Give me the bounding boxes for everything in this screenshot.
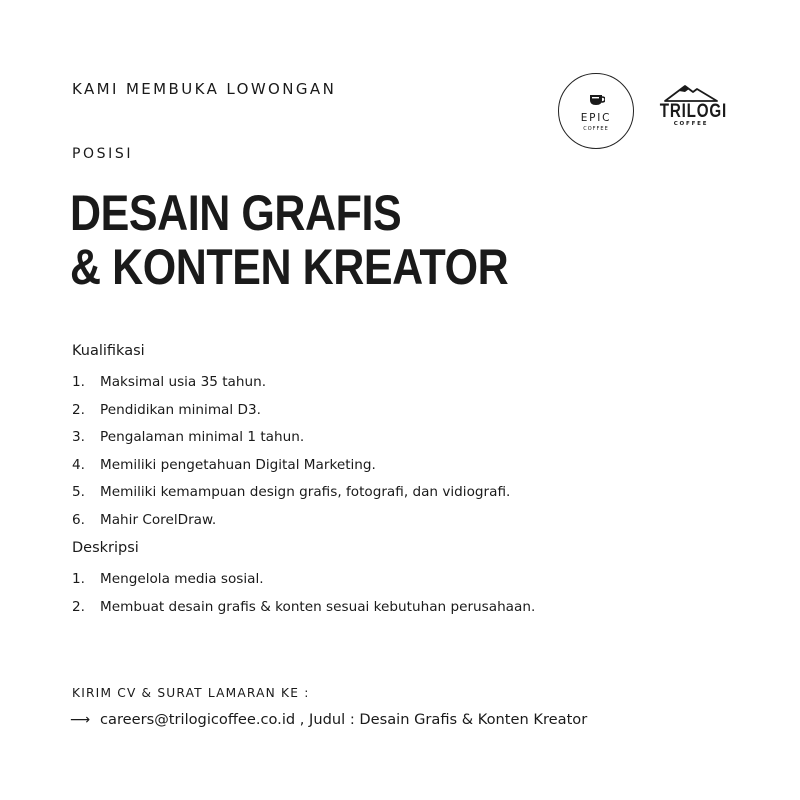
- kicker-text: KAMI MEMBUKA LOWONGAN: [72, 80, 337, 98]
- epic-coffee-logo: [558, 73, 634, 149]
- list-item-number: 3.: [72, 429, 85, 445]
- list-item: [72, 482, 510, 510]
- list-item-number: 1.: [72, 374, 85, 390]
- job-title: [70, 186, 508, 294]
- posisi-label: POSISI: [72, 146, 134, 162]
- list-item-text: Memiliki kemampuan design grafis, fotografi, dan vidiografi.: [100, 484, 511, 500]
- kualifikasi-list: [72, 372, 510, 537]
- trilogi-coffee-logo: [652, 84, 730, 144]
- job-title-line-1: DESAIN GRAFIS: [70, 185, 402, 241]
- list-item: [72, 510, 510, 538]
- list-item-text: Mahir CorelDraw.: [100, 511, 217, 528]
- list-item: [72, 569, 535, 597]
- coffee-cup-icon: [589, 93, 605, 107]
- list-item: [72, 597, 535, 625]
- list-item-text: Pendidikan minimal D3.: [100, 401, 261, 418]
- job-title-line-2: & KONTEN KREATOR: [70, 239, 509, 295]
- list-item-text: Pengalaman minimal 1 tahun.: [100, 429, 305, 445]
- mountain-icon: [663, 84, 719, 102]
- cta-line: [70, 711, 587, 728]
- cta-label: KIRIM CV & SURAT LAMARAN KE :: [72, 686, 310, 700]
- list-item-text: Memiliki pengetahuan Digital Marketing.: [100, 456, 376, 473]
- list-item-text: Mengelola media sosial.: [100, 571, 264, 587]
- list-item: [72, 400, 510, 428]
- deskripsi-list: [72, 569, 535, 624]
- email-subject-text: , Judul : Desain Grafis & Konten Kreator: [295, 711, 588, 728]
- epic-logo-word: EPIC: [580, 112, 612, 124]
- list-item-number: 2.: [72, 598, 85, 615]
- careers-email-link[interactable]: careers@trilogicoffee.co.id: [100, 711, 296, 728]
- epic-logo-sub: COFFEE: [583, 126, 609, 132]
- list-item-number: 1.: [72, 571, 85, 587]
- list-item: [72, 455, 510, 483]
- list-item: [72, 372, 510, 400]
- list-item-number: 5.: [72, 484, 85, 500]
- list-item-number: 4.: [72, 456, 85, 473]
- trilogi-logo-sub: COFFEE: [673, 121, 709, 127]
- list-item-number: 6.: [72, 511, 85, 528]
- arrow-right-icon: ⟶: [70, 711, 91, 728]
- list-item-number: 2.: [72, 401, 85, 418]
- deskripsi-heading: Deskripsi: [72, 540, 139, 556]
- trilogi-logo-word: TRILOGI: [659, 101, 728, 122]
- list-item-text: Membuat desain grafis & konten sesuai kebutuhan perusahaan.: [100, 598, 536, 615]
- list-item-text: Maksimal usia 35 tahun.: [100, 374, 267, 390]
- list-item: [72, 427, 510, 455]
- kualifikasi-heading: Kualifikasi: [72, 343, 145, 359]
